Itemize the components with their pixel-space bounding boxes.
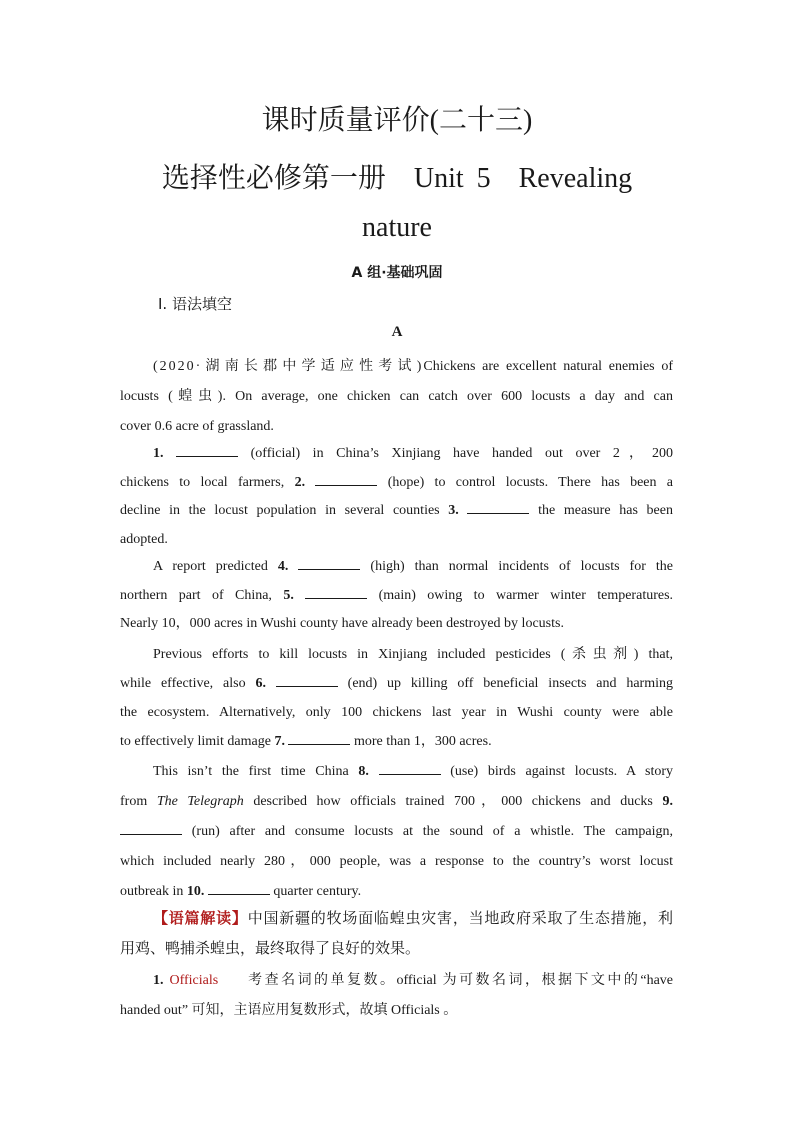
passage-line xyxy=(120,497,673,526)
publication-title: The Telegraph xyxy=(156,794,244,809)
passage-line xyxy=(120,582,673,611)
explanation-line: handed out” 可知，主语应用复数形式，故填 Officials 。 xyxy=(120,1003,458,1018)
explanation-text: 考查名词的单复数。official 为可数名词，根据下文中的“have xyxy=(248,973,674,988)
passage-text: the measure has been xyxy=(538,503,673,518)
blank-number: 5. xyxy=(283,587,294,603)
passage-text: Chickens are excellent natural enemies of xyxy=(423,359,673,374)
passage-line xyxy=(120,469,673,498)
passage-text: A report predicted xyxy=(153,559,268,574)
passage-text: (run) after and consume locusts at the sound of a whistle. The campaign, xyxy=(191,824,674,839)
passage-text: quarter century. xyxy=(273,884,362,899)
passage-text: from xyxy=(120,794,148,809)
passage-line: locusts (蝗虫). On average, one chicken can catch over 600 locusts a day and can xyxy=(120,389,673,404)
passage-text: decline in the locust population in several counties xyxy=(120,503,440,518)
blank-number: 7. xyxy=(274,734,285,749)
analysis-line: 用鸡、鸭捕杀蝗虫，最终取得了良好的效果。 xyxy=(120,941,421,957)
blank-number: 3. xyxy=(448,503,459,518)
passage-line xyxy=(120,352,673,382)
passage-letter: A xyxy=(391,324,403,340)
passage-text: (hope) to control locusts. There has been a xyxy=(387,474,674,490)
passage-text: (main) owing to warmer winter temperatures. xyxy=(378,587,674,603)
analysis-label: 【语篇解读】 xyxy=(153,911,248,927)
passage-line: Previous efforts to kill locusts in Xinjiang included pesticides (杀虫剂) that, xyxy=(153,647,673,662)
analysis-text: 中国新疆的牧场面临蝗虫灾害，当地政府采取了生态措施，利 xyxy=(247,911,673,927)
answer-text: Officials xyxy=(169,973,219,988)
answer-blank[interactable] xyxy=(276,674,338,687)
passage-text: chickens to local farmers, xyxy=(120,474,285,490)
blank-number: 8. xyxy=(358,764,369,779)
page-subtitle-continued: nature xyxy=(362,212,432,243)
passage-text: described how officials trained 700，000 chickens and ducks xyxy=(253,794,653,809)
blank-number: 6. xyxy=(255,676,266,691)
passage-text: northern part of China, xyxy=(120,587,272,603)
answer-blank[interactable] xyxy=(467,501,529,514)
passage-line xyxy=(120,787,673,817)
passage-text: This isn’t the first time China xyxy=(153,764,349,779)
passage-line xyxy=(120,440,673,469)
analysis-line xyxy=(120,904,673,934)
passage-text: (end) up killing off beneficial insects and harming xyxy=(347,676,673,691)
answer-blank[interactable] xyxy=(208,882,270,895)
answer-blank[interactable] xyxy=(298,557,360,570)
passage-line xyxy=(120,727,673,756)
passage-text: (high) than normal incidents of locusts for the xyxy=(370,559,674,574)
answer-blank[interactable] xyxy=(379,762,441,775)
group-label: A 组·基础巩固 xyxy=(351,265,443,281)
passage-analysis xyxy=(120,904,673,964)
blank-number: 4. xyxy=(277,559,289,574)
passage-line: adopted. xyxy=(120,531,168,547)
passage-line: Nearly 10，000 acres in Wushi county have already been destroyed by locusts. xyxy=(120,616,564,631)
passage-line: the ecosystem. Alternatively, only 100 chickens last year in Wushi county were able xyxy=(120,705,673,720)
section-label: Ⅰ. 语法填空 xyxy=(158,295,232,313)
blank-number: 1. xyxy=(153,446,164,461)
source-citation: (2020·湖南长郡中学适应性考试) xyxy=(153,359,424,374)
passage-paragraph-3 xyxy=(120,553,673,639)
blank-number: 2. xyxy=(294,474,306,490)
answer-blank[interactable] xyxy=(315,473,377,486)
passage-line xyxy=(120,877,673,907)
page-title: 课时质量评价(二十三) xyxy=(261,105,533,136)
passage-line: which included nearly 280，000 people, was a response to the country’s worst locust xyxy=(120,854,673,869)
page-subtitle: 选择性必修第一册 Unit 5 Revealing xyxy=(161,163,633,194)
explanation-line xyxy=(120,966,673,996)
passage-text: while effective, also xyxy=(120,676,246,691)
answer-blank[interactable] xyxy=(176,444,238,457)
passage-line: cover 0.6 acre of grassland. xyxy=(120,419,274,434)
answer-number: 1. xyxy=(153,973,164,988)
passage-line xyxy=(120,553,673,582)
answer-blank[interactable] xyxy=(288,732,350,745)
passage-line xyxy=(120,757,673,787)
passage-paragraph-4 xyxy=(120,640,673,756)
passage-text: more than 1，300 acres. xyxy=(353,734,492,749)
passage-text: (official) in China’s Xinjiang have handed out over 2，200 xyxy=(250,446,673,461)
blank-number: 9. xyxy=(662,794,673,809)
passage-line xyxy=(120,817,673,847)
blank-number: 10. xyxy=(186,884,205,899)
answer-explanation-1 xyxy=(120,966,673,1026)
passage-paragraph-2 xyxy=(120,440,673,554)
answer-blank[interactable] xyxy=(305,586,367,599)
passage-paragraph-1 xyxy=(120,352,673,442)
passage-paragraph-5 xyxy=(120,757,673,907)
passage-line xyxy=(120,669,673,698)
passage-text: (use) birds against locusts. A story xyxy=(450,764,674,779)
answer-blank[interactable] xyxy=(120,822,182,835)
passage-text: to effectively limit damage xyxy=(120,734,271,749)
passage-text: outbreak in xyxy=(120,884,184,899)
